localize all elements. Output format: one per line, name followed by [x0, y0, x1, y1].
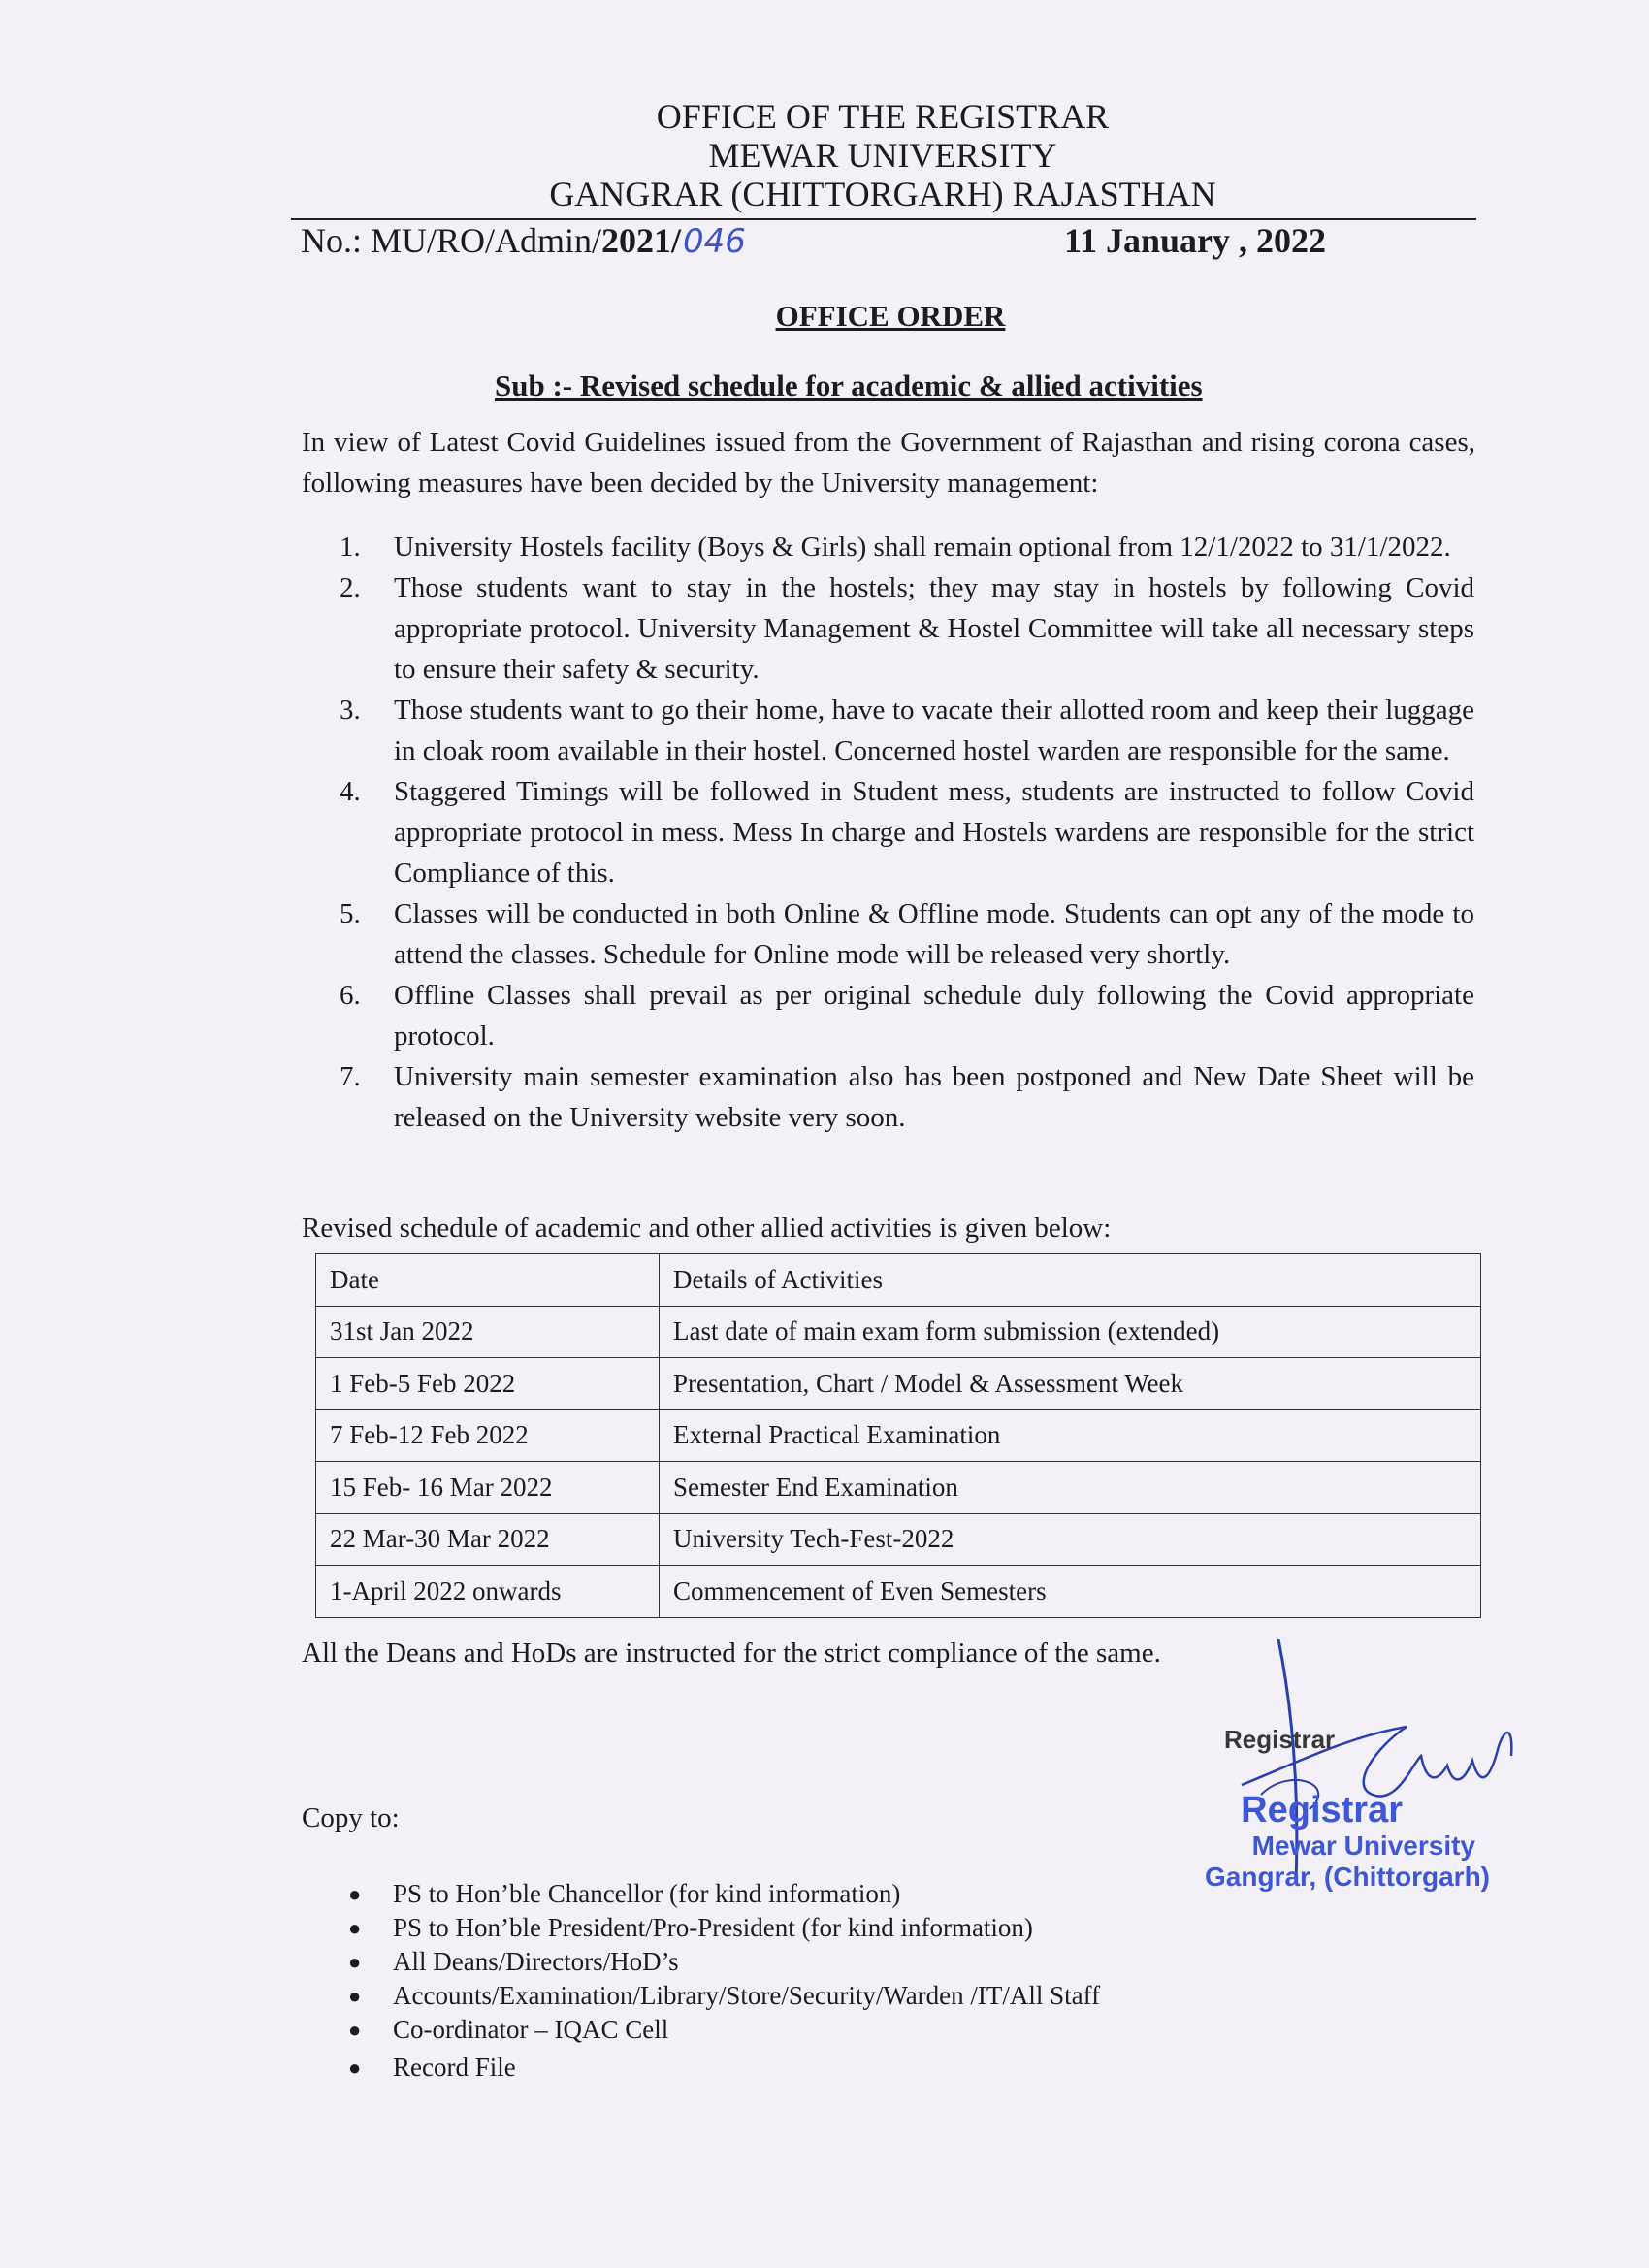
bullet-icon: ●	[348, 1984, 362, 2008]
measure-item	[340, 690, 1474, 771]
copy-to-label: Copy to:	[302, 1802, 400, 1833]
copy-recipient: All Deans/Directors/HoD’s	[393, 1947, 679, 1976]
column-header-details: Details of Activities	[660, 1254, 1481, 1307]
stamp-location: Gangrar, (Chittorgarh)	[1204, 1862, 1490, 1892]
schedule-activity: Last date of main exam form submission (extended)	[660, 1306, 1481, 1358]
measure-number: 5.	[340, 898, 361, 929]
registrar-stamp	[1141, 1790, 1490, 1893]
stamp-title: Registrar	[1241, 1790, 1403, 1831]
measure-number: 3.	[340, 695, 361, 726]
measure-text: University main semester examination also has been postponed and New Date Sheet will be released on the University website very soon.	[394, 1061, 1474, 1133]
table-header-row	[316, 1254, 1481, 1307]
measure-text: Offline Classes shall prevail as per original schedule duly following the Covid appropriate protocol.	[394, 980, 1474, 1052]
copy-recipient: Record File	[393, 2053, 516, 2082]
copy-recipient: PS to Hon’ble Chancellor (for kind information)	[393, 1879, 901, 1908]
schedule-activity: University Tech-Fest-2022	[660, 1513, 1481, 1566]
closing-instruction: All the Deans and HoDs are instructed for the strict compliance of the same.	[302, 1637, 1161, 1669]
measure-item	[340, 1056, 1474, 1138]
list-item	[344, 1945, 1100, 1979]
schedule-date: 22 Mar-30 Mar 2022	[316, 1513, 660, 1566]
bullet-icon: ●	[348, 1882, 362, 1906]
stamp-university: Mewar University	[1251, 1831, 1475, 1861]
table-row	[316, 1513, 1481, 1566]
schedule-activity: Presentation, Chart / Model & Assessment Week	[660, 1358, 1481, 1410]
measure-item	[340, 527, 1474, 567]
list-item	[344, 1979, 1100, 2013]
bullet-icon: ●	[348, 2018, 362, 2042]
copy-to-list	[344, 1877, 1100, 2085]
letterhead-office: OFFICE OF THE REGISTRAR	[656, 97, 1110, 136]
measure-text: Those students want to stay in the hostels; they may stay in hostels by following Covid appropriate protocol. University Management & Hostel Committee will take all necessary steps to ensure their safety & security.	[394, 572, 1474, 685]
bullet-icon: ●	[348, 1916, 362, 1940]
letterhead	[291, 97, 1474, 213]
reference-number	[301, 221, 746, 261]
copy-recipient: Co-ordinator – IQAC Cell	[393, 2015, 669, 2044]
schedule-activity: Commencement of Even Semesters	[660, 1566, 1481, 1618]
table-row	[316, 1409, 1481, 1462]
measure-text: University Hostels facility (Boys & Girls) shall remain optional from 12/1/2022 to 31/1/2022.	[394, 532, 1451, 563]
schedule-date: 31st Jan 2022	[316, 1306, 660, 1358]
measure-number: 7.	[340, 1061, 361, 1092]
schedule-intro: Revised schedule of academic and other allied activities is given below:	[302, 1213, 1112, 1244]
letterhead-address: GANGRAR (CHITTORGARH) RAJASTHAN	[549, 175, 1216, 213]
list-item	[344, 2013, 1100, 2047]
schedule-date: 1 Feb-5 Feb 2022	[316, 1358, 660, 1410]
copy-recipient: Accounts/Examination/Library/Store/Security/Warden /IT/All Staff	[393, 1981, 1101, 2010]
order-title: OFFICE ORDER	[775, 299, 1006, 333]
table-row	[316, 1566, 1481, 1618]
table-row	[316, 1462, 1481, 1514]
schedule-date: 1-April 2022 onwards	[316, 1566, 660, 1618]
list-item	[344, 1911, 1100, 1945]
measure-number: 2.	[340, 572, 361, 603]
reference-year: 2021/	[601, 221, 682, 260]
measures-list	[340, 527, 1474, 1138]
measure-item	[340, 975, 1474, 1056]
letterhead-university: MEWAR UNIVERSITY	[708, 136, 1057, 175]
list-item	[344, 1877, 1100, 1911]
list-item	[344, 2051, 1100, 2085]
reference-prefix: No.: MU/RO/Admin/	[301, 221, 602, 260]
signatory-title: Registrar	[1224, 1725, 1336, 1754]
measure-item	[340, 893, 1474, 975]
schedule-activity: External Practical Examination	[660, 1409, 1481, 1462]
copy-recipient: PS to Hon’ble President/Pro-President (for kind information)	[393, 1913, 1033, 1942]
schedule-date: 15 Feb- 16 Mar 2022	[316, 1462, 660, 1514]
table-row	[316, 1306, 1481, 1358]
letterhead-divider	[291, 218, 1476, 220]
measure-number: 4.	[340, 776, 361, 807]
measure-item	[340, 771, 1474, 893]
measure-number: 1.	[340, 532, 361, 563]
column-header-date: Date	[316, 1254, 660, 1307]
measure-text: Classes will be conducted in both Online & Offline mode. Students can opt any of the mode to attend the classes. Schedule for Online mode will be released very shortly.	[394, 898, 1474, 970]
schedule-date: 7 Feb-12 Feb 2022	[316, 1409, 660, 1462]
handwritten-reference-number: 046	[683, 222, 746, 261]
bullet-icon: ●	[348, 2056, 362, 2080]
table-row	[316, 1358, 1481, 1410]
measure-number: 6.	[340, 980, 361, 1011]
schedule-activity: Semester End Examination	[660, 1462, 1481, 1514]
measure-item	[340, 567, 1474, 690]
measure-text: Those students want to go their home, have to vacate their allotted room and keep their luggage in cloak room available in their hostel. Concerned hostel warden are responsible for the same.	[394, 695, 1474, 766]
order-subject: Sub :- Revised schedule for academic & allied activities	[495, 369, 1203, 403]
bullet-icon: ●	[348, 1950, 362, 1974]
schedule-table	[315, 1253, 1481, 1618]
order-date: 11 January , 2022	[1064, 221, 1327, 260]
measure-text: Staggered Timings will be followed in Student mess, students are instructed to follow Covid appropriate protocol in mess. Mess In charge and Hostels wardens are responsible for the strict Compliance of this.	[394, 776, 1474, 889]
intro-paragraph: In view of Latest Covid Guidelines issued from the Government of Rajasthan and rising corona cases, following measures have been decided by the University management:	[302, 427, 1475, 499]
